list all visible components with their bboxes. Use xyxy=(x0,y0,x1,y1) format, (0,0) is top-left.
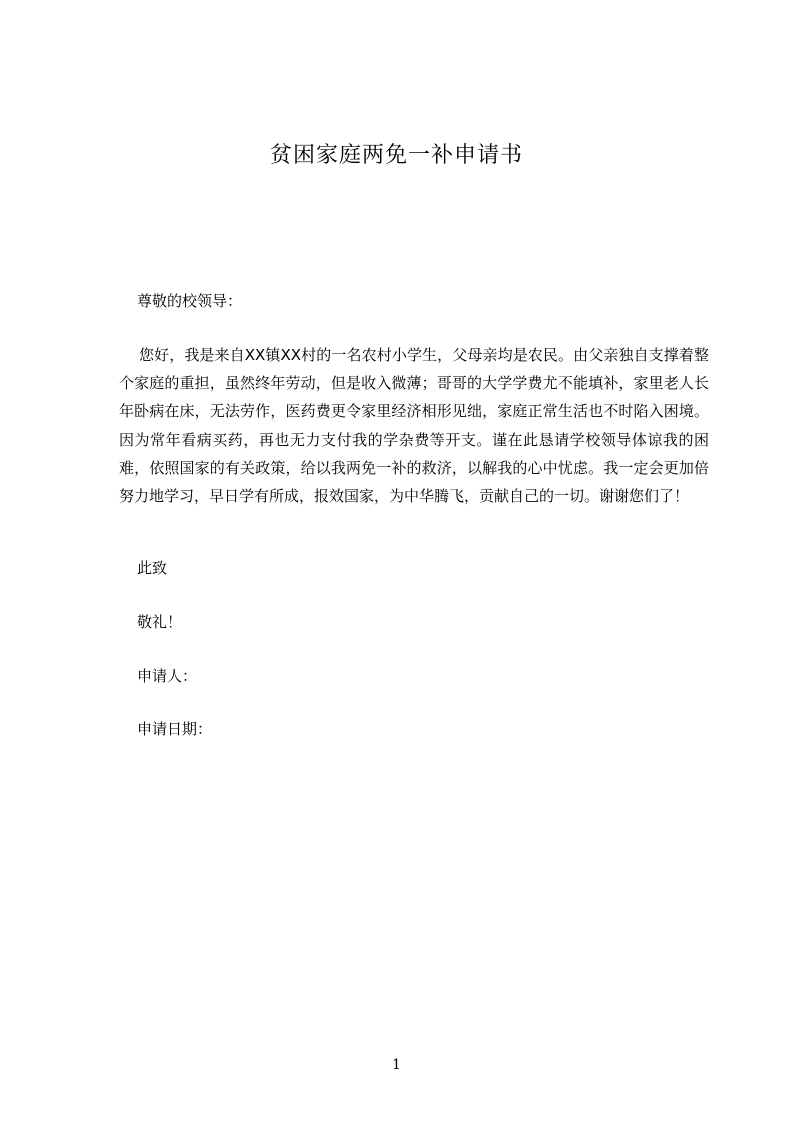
date-label: 申请日期： xyxy=(137,720,213,738)
body-paragraph: 您好，我是来自XX镇XX村的一名农村小学生，父母亲均是农民。由父亲独自支撑着整个家庭的重担，虽然终年劳动，但是收入微薄；哥哥的大学学费尤不能填补，家里老人长年卧病在床，无法劳作，医药费更令家里经济相形见绌，家庭正常生活也不时陷入困境。因为常年看病买药，再也无力支付我的学杂费等开支。谨在此恳请学校领导体谅我的困难，依照国家的有关政策，给以我两免一补的救济，以解我的心中忧虑。我一定会更加倍努力地学习，早日学有所成，报效国家，为中华腾飞，贡献自己的一切。谢谢您们了！ xyxy=(119,346,709,506)
page-number: 1 xyxy=(392,1057,401,1073)
closing-line-2: 敬礼！ xyxy=(137,613,183,631)
closing-line-1: 此致 xyxy=(137,559,168,577)
salutation: 尊敬的校领导： xyxy=(137,292,243,310)
document-title: 贫困家庭两免一补申请书 xyxy=(269,143,523,168)
applicant-label: 申请人： xyxy=(137,667,198,685)
